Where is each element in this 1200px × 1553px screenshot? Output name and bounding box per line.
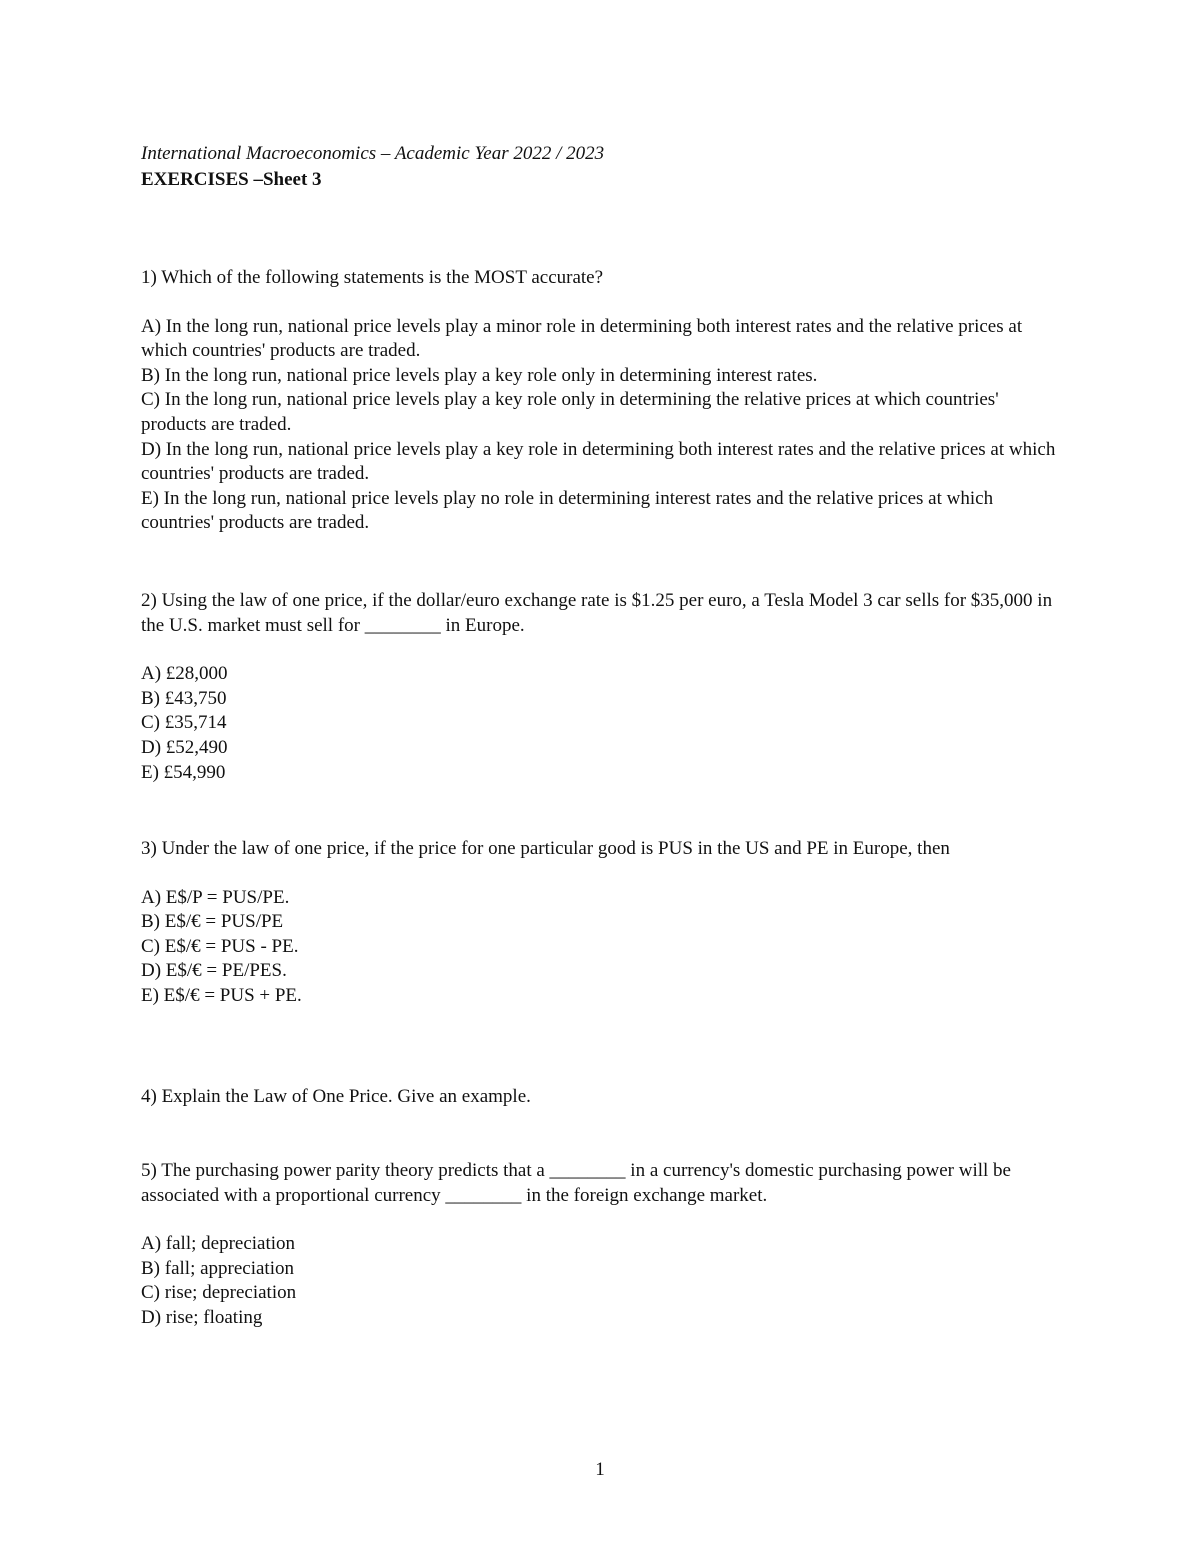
answer-options — [141, 886, 1066, 1009]
answer-option-e: E) In the long run, national price levels play no role in determining interest rates and the relative prices at which countries' products are traded. — [141, 487, 994, 534]
answer-option-b: B) In the long run, national price levels play a key role only in determining interest rates. — [141, 364, 818, 386]
question-4 — [141, 1085, 1066, 1110]
answer-option-c: C) E$/€ = PUS - PE. — [141, 935, 299, 957]
answer-options — [141, 315, 1066, 536]
answer-options — [141, 662, 1066, 785]
question-3 — [141, 837, 1066, 1009]
answer-option-c: C) £35,714 — [141, 712, 227, 734]
question-stem: 2) Using the law of one price, if the dollar/euro exchange rate is $1.25 per euro, a Tesla Model 3 car sells for $35,000 in the U.S. market must sell for ________ in Europe. — [141, 590, 1053, 636]
question-5 — [141, 1159, 1066, 1331]
question-2 — [141, 589, 1066, 785]
answer-options — [141, 1232, 1066, 1330]
answer-option-d: D) rise; floating — [141, 1306, 263, 1328]
answer-option-a: A) fall; depreciation — [141, 1233, 296, 1255]
question-stem: 5) The purchasing power parity theory predicts that a ________ in a currency's domestic purchasing power will be associated with a proportional currency ________ in the foreign exchange market. — [141, 1160, 1011, 1206]
document-header — [141, 142, 1061, 192]
question-stem: 1) Which of the following statements is the MOST accurate? — [141, 267, 604, 288]
answer-option-c: C) In the long run, national price levels play a key role only in determining the relative prices at which countries' products are traded. — [141, 389, 999, 435]
answer-option-e: E) E$/€ = PUS + PE. — [141, 984, 302, 1006]
answer-option-b: B) £43,750 — [141, 687, 227, 709]
sheet-title: EXERCISES –Sheet 3 — [141, 168, 322, 190]
answer-option-a: A) £28,000 — [141, 663, 228, 685]
course-title: International Macroeconomics – Academic Year 2022 / 2023 — [141, 143, 605, 164]
answer-option-b: B) fall; appreciation — [141, 1257, 294, 1279]
answer-option-d: D) In the long run, national price levels play a key role in determining both interest rates and the relative prices at which countries' products are traded. — [141, 438, 1056, 485]
answer-option-d: D) £52,490 — [141, 736, 228, 758]
answer-option-d: D) E$/€ = PE/PES. — [141, 960, 287, 982]
question-stem: 4) Explain the Law of One Price. Give an example. — [141, 1086, 531, 1107]
answer-option-c: C) rise; depreciation — [141, 1282, 297, 1304]
answer-option-a: A) In the long run, national price levels play a minor role in determining both interest rates and the relative prices at which countries' products are traded. — [141, 315, 1023, 362]
answer-option-e: E) £54,990 — [141, 761, 226, 783]
answer-option-a: A) E$/P = PUS/PE. — [141, 886, 290, 908]
question-stem: 3) Under the law of one price, if the price for one particular good is PUS in the US and PE in Europe, then — [141, 838, 950, 859]
page-number: 1 — [595, 1459, 605, 1480]
question-1 — [141, 266, 1066, 536]
answer-option-b: B) E$/€ = PUS/PE — [141, 911, 284, 933]
